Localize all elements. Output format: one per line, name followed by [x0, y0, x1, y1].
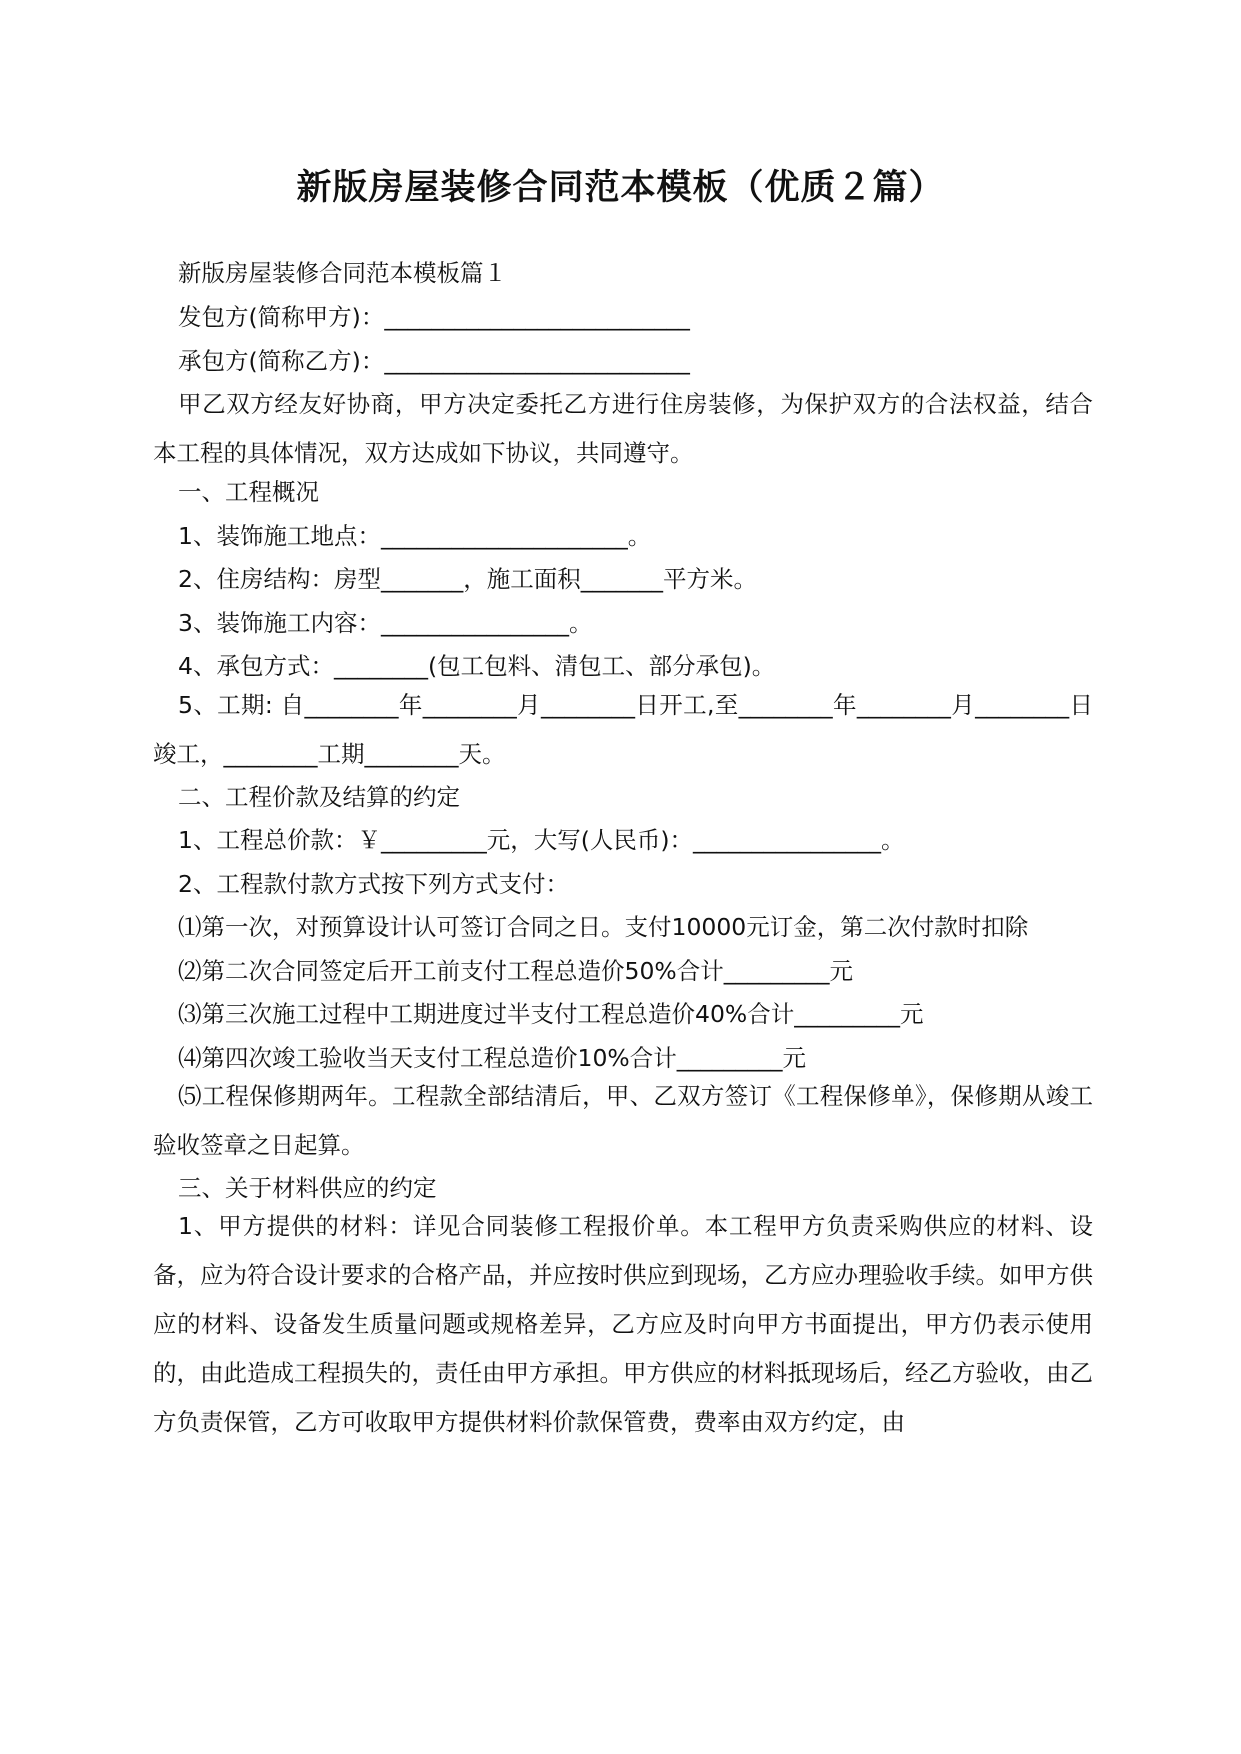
- list-item: 1、工程总价款：￥_________元，大写(人民币)：________________。: [178, 826, 905, 854]
- list-item: 3、装饰施工内容：________________。: [178, 609, 593, 637]
- section-heading: 一、工程概况: [178, 478, 319, 506]
- list-item: 5、工期: 自________年________月________日开工,至________年________月________日竣工，________工期________天。: [153, 691, 1093, 768]
- document-title: 新版房屋装修合同范本模板（优质２篇）: [296, 168, 945, 208]
- list-item: ⑴第一次，对预算设计认可签订合同之日。支付10000元订金，第二次付款时扣除: [178, 913, 1029, 941]
- list-item: 4、承包方式：________(包工包料、清包工、部分承包)。: [178, 652, 776, 680]
- list-item: ⑶第三次施工过程中工期进度过半支付工程总造价40%合计_________元: [178, 1000, 924, 1028]
- list-item: ⑸工程保修期两年。工程款全部结清后，甲、乙双方签订《工程保修单》，保修期从竣工验收签章之日起算。: [153, 1082, 1093, 1159]
- party-b-line: 承包方(简称乙方)：__________________________: [178, 347, 690, 375]
- list-item: ⑵第二次合同签定后开工前支付工程总造价50%合计_________元: [178, 957, 853, 985]
- list-item: 2、工程款付款方式按下列方式支付：: [178, 870, 569, 898]
- section-heading: 三、关于材料供应的约定: [178, 1174, 437, 1202]
- document-subtitle: 新版房屋装修合同范本模板篇１: [178, 259, 507, 287]
- list-item: 1、甲方提供的材料：详见合同装修工程报价单。本工程甲方负责采购供应的材料、设备，应为符合设计要求的合格产品，并应按时供应到现场，乙方应办理验收手续。如甲方供应的材料、设备发生质量问题或规格差异，乙方应及时向甲方书面提出，甲方仍表示使用的，由此造成工程损失的，责任由甲方承担。甲方供应的材料抵现场后，经乙方验收，由乙方负责保管，乙方可收取甲方提供材料价款保管费，费率由双方约定，由: [153, 1212, 1093, 1436]
- party-a-line: 发包方(简称甲方)：__________________________: [178, 303, 690, 331]
- list-item: 1、装饰施工地点：_____________________。: [178, 522, 652, 550]
- section-heading: 二、工程价款及结算的约定: [178, 783, 460, 811]
- intro-paragraph: 甲乙双方经友好协商，甲方决定委托乙方进行住房装修，为保护双方的合法权益，结合本工程的具体情况，双方达成如下协议，共同遵守。: [153, 390, 1093, 467]
- list-item: 2、住房结构：房型_______，施工面积_______平方米。: [178, 565, 757, 593]
- list-item: ⑷第四次竣工验收当天支付工程总造价10%合计_________元: [178, 1044, 806, 1072]
